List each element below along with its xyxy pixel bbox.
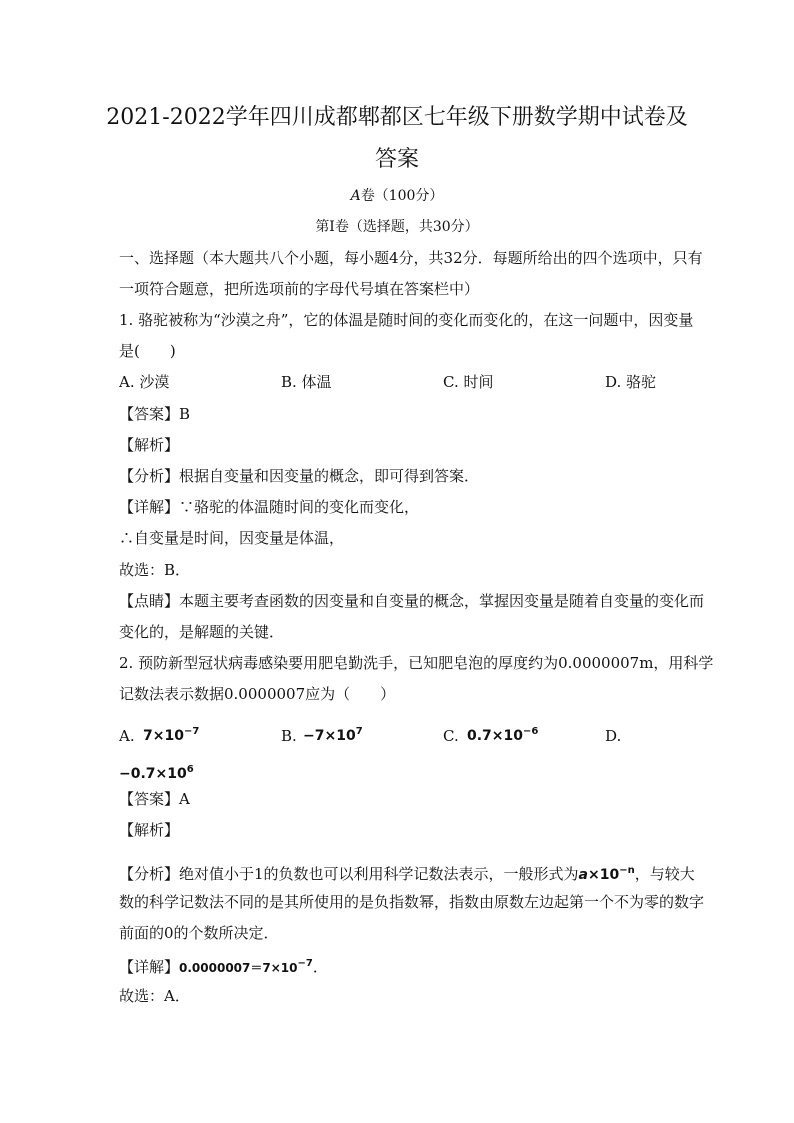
q1-analysis: 【分析】根据自变量和因变量的概念，即可得到答案．	[119, 467, 480, 485]
q2-stem-line1: 2. 预防新型冠状病毒感染要用肥皂勤洗手，已知肥皂泡的厚度约为0.0000007m，用科学	[119, 654, 714, 672]
q1-option-a: A. 沙漠	[119, 373, 170, 391]
q1-answer: 【答案】B	[119, 405, 191, 423]
q2-option-b-label: B.	[281, 727, 297, 745]
q2-general-form-base: ×10	[588, 867, 620, 883]
q2-choice: 故选：A．	[119, 987, 190, 1005]
q2-detail-formula-exponent: −7	[297, 958, 313, 969]
q2-detail-period: ．	[312, 958, 328, 976]
q1-option-c: C. 时间	[443, 373, 494, 391]
volume-rest: 卷（100分）	[360, 188, 444, 204]
q1-stem-line1: 1. 骆驼被称为“沙漠之舟”，它的体温是随时间的变化而变化的，在这一问题中，因变量	[119, 311, 694, 329]
section-instructions-line2: 一项符合题意，把所选项前的字母代号填在答案栏中）	[119, 280, 480, 298]
q2-option-c-label: C.	[443, 727, 459, 745]
document-title-line2: 答案	[374, 147, 419, 172]
q2-option-b-exponent: 7	[355, 726, 363, 737]
q2-option-c-base: 0.7×10	[467, 728, 524, 744]
q2-option-a-base: 7×10	[143, 728, 184, 744]
document-title-line1: 2021-2022学年四川成都郫都区七年级下册数学期中试卷及	[106, 105, 688, 130]
q2-option-b-base: −7×10	[303, 728, 356, 744]
q2-option-b-formula	[303, 722, 363, 746]
q1-comment-line2: 变化的，是解题的关键．	[119, 623, 285, 641]
q2-general-form-exponent: −n	[619, 865, 635, 876]
q2-detail-formula	[179, 958, 313, 975]
q2-option-a-label: A.	[119, 727, 135, 745]
q1-stem-line2: 是( )	[119, 342, 176, 360]
volume-letter: A	[350, 188, 361, 204]
q2-detail-label: 【详解】	[119, 958, 180, 976]
q2-analysis-line1	[119, 861, 695, 885]
q2-detail-formula-base: 0.0000007＝7×10	[179, 961, 298, 975]
q2-general-form	[579, 867, 635, 883]
q2-option-d-formula	[119, 760, 194, 784]
q2-stem-line2: 记数法表示数据0.0000007应为（ ）	[119, 685, 396, 703]
q2-analysis-line2: 数的科学记数法不同的是其所使用的是负指数幂，指数由原数左边起第一个不为零的数字	[119, 893, 705, 911]
q2-analysis-line1-text: 【分析】绝对值小于1的负数也可以利用科学记数法表示，一般形式为	[119, 865, 579, 883]
q2-analysis-heading: 【解析】	[119, 821, 180, 839]
part-heading: 第Ⅰ卷（选择题，共30分）	[315, 219, 479, 235]
q1-detail-line2: ∴自变量是时间，因变量是体温，	[119, 529, 345, 547]
q2-option-a-formula	[143, 722, 199, 746]
q2-option-c-exponent: −6	[523, 726, 539, 737]
section-instructions-line1: 一、选择题（本大题共八个小题，每小题4分，共32分．每题所给出的四个选项中，只有	[119, 249, 703, 267]
q2-analysis-line1-tail: ，与较大	[634, 865, 695, 883]
q2-option-d-base: −0.7×10	[119, 766, 187, 782]
q2-general-form-var: a	[578, 867, 588, 883]
volume-heading	[0, 186, 794, 206]
q2-option-d-label: D.	[605, 727, 622, 745]
q2-answer: 【答案】A	[119, 790, 190, 808]
q2-analysis-line3: 前面的0的个数所决定．	[119, 924, 279, 942]
q1-analysis-heading: 【解析】	[119, 436, 180, 454]
q2-option-a-exponent: −7	[183, 726, 200, 737]
q2-option-d-exponent: 6	[186, 764, 194, 775]
q1-comment-line1: 【点睛】本题主要考查函数的因变量和自变量的概念，掌握因变量是随着自变量的变化而	[119, 592, 705, 610]
q1-option-d: D. 骆驼	[605, 373, 657, 391]
q2-option-c-formula	[467, 722, 538, 746]
q2-detail	[119, 954, 328, 978]
q1-detail-line1: 【详解】∵骆驼的体温随时间的变化而变化，	[119, 498, 420, 516]
q1-choice: 故选：B．	[119, 561, 191, 579]
q1-option-b: B. 体温	[281, 373, 332, 391]
